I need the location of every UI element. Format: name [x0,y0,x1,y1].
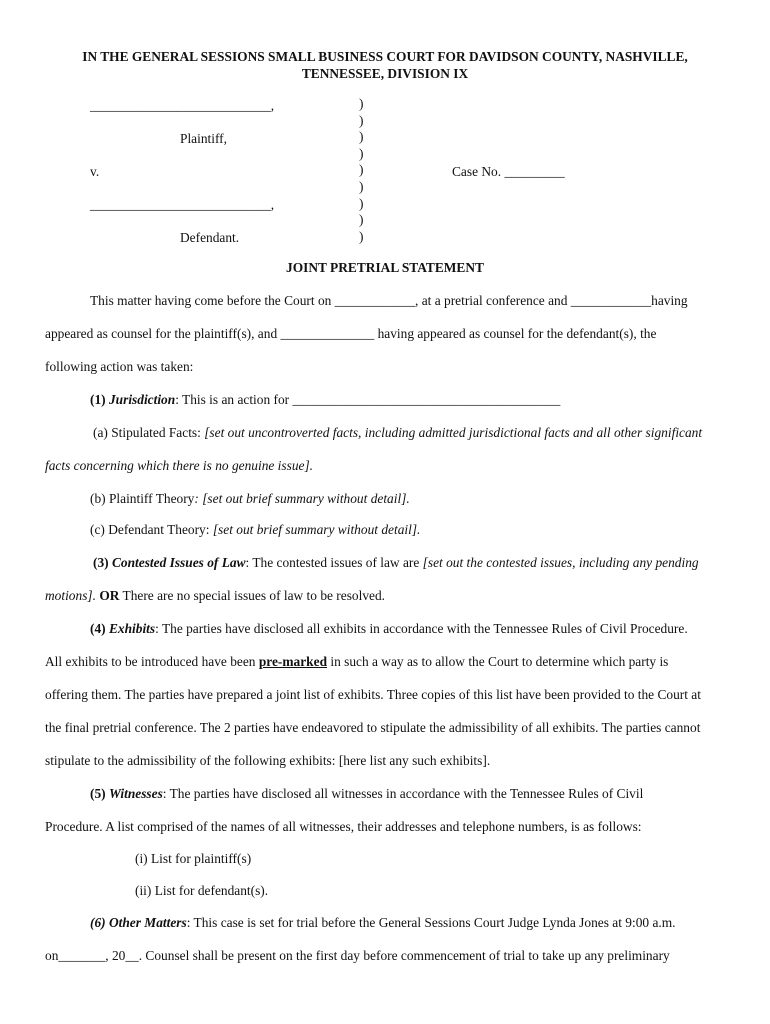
caption-paren: ) [359,212,364,228]
exhibits-line-2 [45,654,668,670]
jurisdiction-number: (1) [90,392,109,407]
plaintiff-label: Plaintiff, [180,131,227,146]
intro-line-3: following action was taken: [45,359,194,374]
witnesses-text: : The parties have disclosed all witnesses in accordance with the Tennessee Rules of Civil [162,786,644,801]
contested-issues-text: : The contested issues of law are [245,555,423,570]
court-heading [40,48,730,82]
other-matters-line-1 [90,915,676,931]
pre-marked-emphasis: pre-marked [258,654,328,669]
witnesses-number: (5) [90,786,109,801]
contested-issues-number: (3) [93,555,112,570]
exhibits-line-4: the final pretrial conference. The 2 parties have endeavored to stipulate the admissibility of all exhibits. The parties cannot [45,720,701,735]
intro-line-1: This matter having come before the Court on ____________, at a pretrial conference and ____________having [90,293,688,308]
plaintiff-theory [90,491,410,507]
exhibits-text-pre: All exhibits to be introduced have been [45,654,259,669]
other-matters-text: : This case is set for trial before the General Sessions Court Judge Lynda Jones at 9:00 a.m. [186,915,676,930]
caption-paren-column [359,96,363,245]
caption-paren: ) [359,178,364,194]
exhibits-line-1 [90,621,688,637]
plaintiff-theory-instruction: : [set out brief summary without detail]. [194,491,410,506]
plaintiff-witness-list-item: (i) List for plaintiff(s) [135,851,252,866]
defendant-name-blank: ___________________________, [90,197,275,212]
exhibits-text-post: in such a way as to allow the Court to determine which party is [327,654,669,669]
defendant-theory [90,522,420,538]
versus-label: v. [90,164,100,179]
defendant-theory-instruction: [set out brief summary without detail]. [212,522,421,537]
caption-paren: ) [359,162,364,178]
stipulated-facts-lead: (a) Stipulated Facts: [93,425,205,440]
jurisdiction-text: : This is an action for ________________________________________ [175,392,561,407]
plaintiff-theory-lead: (b) Plaintiff Theory [90,491,195,506]
contested-issues-instruction-end: motions]. [45,588,96,603]
other-matters-label: (6) Other Matters [90,915,187,930]
caption-paren: ) [359,129,364,145]
witnesses-line-1 [90,786,643,802]
intro-line-2: appeared as counsel for the plaintiff(s), and ______________ having appeared as counsel for the defendant(s), the [45,326,657,341]
no-issues-text: There are no special issues of law to be resolved. [119,588,386,603]
caption-paren: ) [359,112,364,128]
exhibits-label: Exhibits [108,621,156,636]
caption-paren: ) [359,195,364,211]
court-heading-line-1: IN THE GENERAL SESSIONS SMALL BUSINESS COURT FOR DAVIDSON COUNTY, NASHVILLE, [82,49,688,64]
exhibits-text: : The parties have disclosed all exhibits in accordance with the Tennessee Rules of Civil Procedure. [155,621,688,636]
contested-issues-label: Contested Issues of Law [111,555,246,570]
caption-paren: ) [359,96,364,111]
contested-issues-line-2 [45,588,385,604]
defendant-theory-lead: (c) Defendant Theory: [90,522,213,537]
exhibits-line-5: stipulate to the admissibility of the following exhibits: [here list any such exhibits]. [45,753,491,768]
plaintiff-name-blank: ___________________________, [90,98,275,113]
stipulated-facts-line-1 [93,425,702,441]
exhibits-line-3: offering them. The parties have prepared a joint list of exhibits. Three copies of this list have been provided to the Court at [45,687,701,702]
stipulated-facts-line-2: facts concerning which there is no genuine issue]. [45,458,314,473]
jurisdiction-label: Jurisdiction [108,392,176,407]
caption-paren: ) [359,145,364,161]
case-number-field: Case No. _________ [452,164,565,179]
witnesses-label: Witnesses [108,786,163,801]
exhibits-number: (4) [90,621,109,636]
caption-paren: ) [359,228,364,244]
defendant-witness-list-item: (ii) List for defendant(s). [135,883,269,898]
jurisdiction-paragraph [90,392,560,408]
stipulated-facts-instruction: [set out uncontroverted facts, including admitted jurisdictional facts and all other significant [204,425,703,440]
contested-issues-line-1 [93,555,699,571]
defendant-label: Defendant. [180,230,240,245]
or-keyword: OR [95,588,120,603]
contested-issues-instruction: [set out the contested issues, including any pending [422,555,699,570]
court-heading-line-2: TENNESSEE, DIVISION IX [301,66,469,81]
witnesses-line-2: Procedure. A list comprised of the names of all witnesses, their addresses and telephone numbers, is as follows: [45,819,642,834]
document-title: JOINT PRETRIAL STATEMENT [286,260,484,275]
other-matters-line-2: on_______, 20__. Counsel shall be present on the first day before commencement of trial to take up any preliminary [45,948,670,963]
